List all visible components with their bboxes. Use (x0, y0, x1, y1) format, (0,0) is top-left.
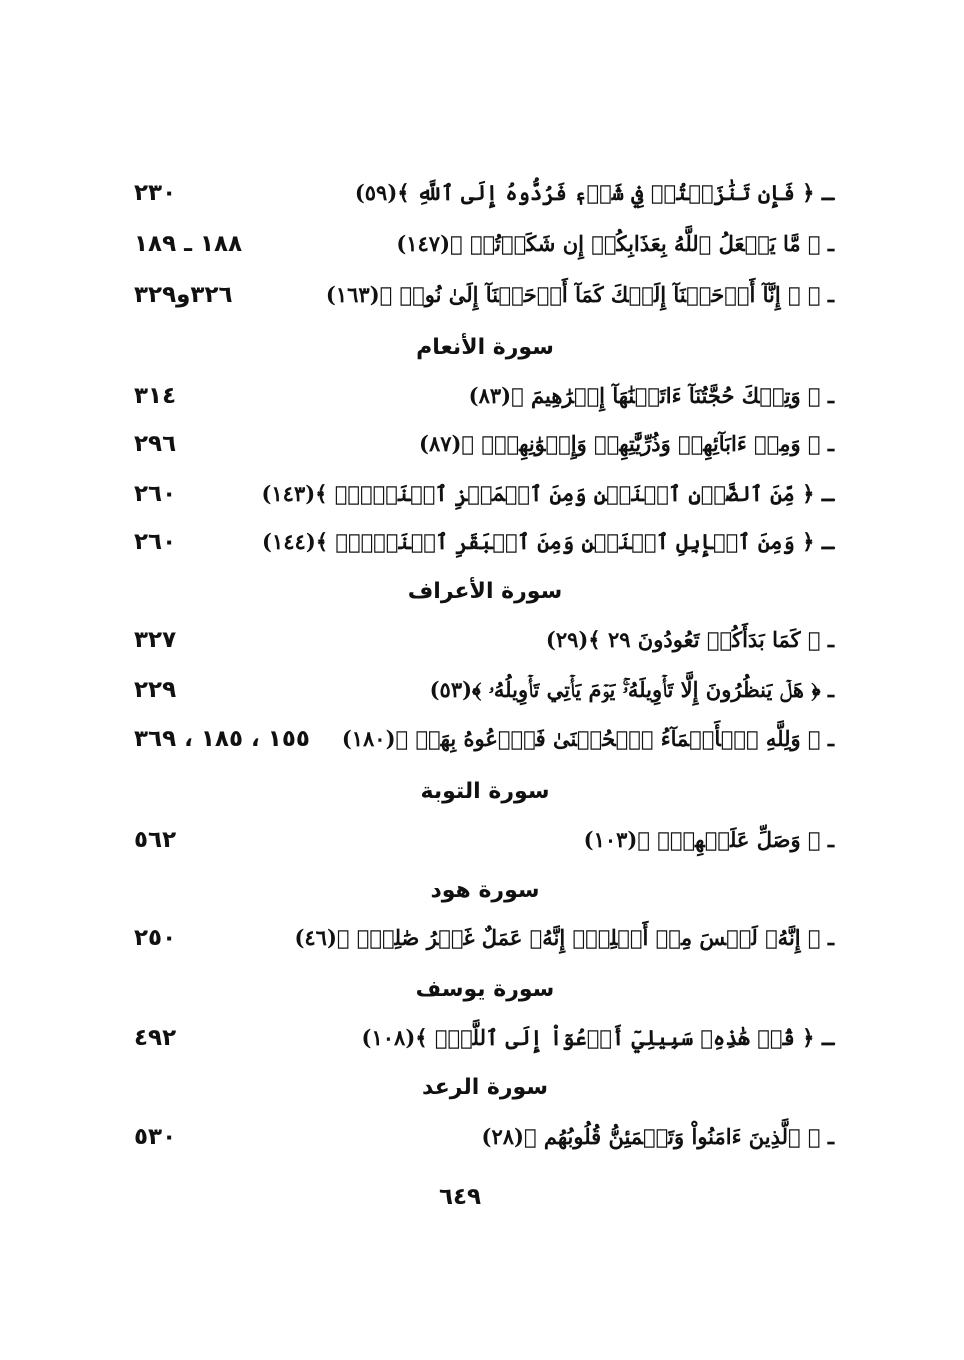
page-references: ٢٦٠ (134, 529, 177, 555)
index-entry (120, 1117, 834, 1157)
index-entry (120, 275, 834, 315)
index-entry (120, 522, 834, 562)
verse-citation: ـ ﴿ إِنَّهُۥ لَيۡسَ مِنۡ أَهۡلِكَۖ إِنَّهُۥ عَمَلٌ غَيۡرُ صَٰلِحٖۖ ﴾(٤٦) (294, 925, 834, 950)
verse-citation: ـ ﴿ ٱلَّذِينَ ءَامَنُواْ وَتَطۡمَئِنُّ قُلُوبُهُم ﴾(٢٨) (481, 1124, 834, 1149)
verse-citation: ـ ﴿ مَّا يَفۡعَلُ ٱللَّهُ بِعَذَابِكُمۡ إِن شَكَرۡتُمۡ ﴾(١٤٧) (396, 231, 834, 256)
index-entry (120, 670, 834, 710)
verse-citation: ـ ﴿ وَلِلَّهِ ٱلۡأَسۡمَآءُ ٱلۡحُسۡنَىٰ فَٱدۡعُوهُ بِهَاۖ ﴾(١٨٠) (341, 726, 834, 751)
page-references: ٣٢٧ (134, 627, 177, 653)
page-number: ٦٤٩ (438, 1184, 482, 1210)
page-references: ٣٢٦و٣٢٩ (134, 282, 233, 308)
page-references: ٣١٤ (134, 383, 177, 409)
page-references: ٢٩٦ (134, 431, 177, 457)
verse-citation: ـ ﴿ هَلۡ يَنظُرُونَ إِلَّا تَأۡوِيلَهُۥۚ يَوۡمَ يَأۡتِي تَأۡوِيلُهُۥ ﴾(٥٣) (429, 677, 834, 702)
index-entry (120, 620, 834, 660)
surah-heading-yusuf: سورة يوسف (415, 977, 555, 1002)
page-references: ٥٦٢ (134, 827, 177, 853)
verse-citation: ـ ﴿ مِّنَ ٱلضَّأۡنِ ٱثۡنَيۡنِ وَمِنَ ٱلۡمَعۡزِ ٱثۡنَيۡنِۗ ﴾(١٤٣) (261, 481, 834, 506)
verse-citation: ـ ﴿ وَصَلِّ عَلَيۡهِمۡۖ ﴾(١٠٣) (583, 827, 834, 852)
verse-citation: ـ ﴿ قُلۡ هَٰذِهِۦ سَبِيلِيٓ أَدۡعُوٓاْ إِلَى ٱللَّهِۚ ﴾(١٠٨) (361, 1025, 834, 1050)
page-references: ٢٣٠ (134, 180, 177, 206)
page-references: ٢٦٠ (134, 481, 177, 507)
index-entry (120, 820, 834, 860)
surah-heading-anam: سورة الأنعام (416, 335, 554, 360)
page-references: ٥٣٠ (134, 1124, 177, 1150)
index-entry (120, 719, 834, 759)
page-references: ١٥٥ ، ١٨٥ ، ٣٦٩ (134, 726, 310, 752)
verse-citation: ـ ﴿ وَتِلۡكَ حُجَّتُنَآ ءَاتَيۡنَٰهَآ إِبۡرَٰهِيمَ ﴾(٨٣) (468, 383, 834, 408)
verse-citation: ـ ﴿ كَمَا بَدَأَكُمۡ تَعُودُونَ ٢٩ ﴾(٢٩) (545, 627, 834, 652)
surah-heading-tawbah: سورة التوبة (420, 779, 550, 804)
surah-heading-hud: سورة هود (430, 878, 540, 903)
index-entry (120, 376, 834, 416)
verse-citation: ـ ﴿ فَإِن تَنَٰزَعۡتُمۡ فِي شَيۡءٖ فَرُدُّوهُ إِلَى ٱللَّهِ ﴾(٥٩) (354, 180, 834, 205)
page-references: ٢٢٩ (134, 677, 177, 703)
index-entry (120, 1018, 834, 1058)
surah-heading-araf: سورة الأعراف (407, 579, 563, 604)
index-entry (120, 173, 834, 213)
page-references: ١٨٨ ـ ١٨٩ (134, 231, 243, 257)
verse-citation: ـ ﴿ ۞ إِنَّآ أَوۡحَيۡنَآ إِلَيۡكَ كَمَآ أَوۡحَيۡنَآ إِلَىٰ نُوحٖ ﴾(١٦٣) (325, 282, 834, 307)
index-entry (120, 224, 834, 264)
page-references: ٤٩٢ (134, 1025, 177, 1051)
verse-citation: ـ ﴿ وَمِنَ ٱلۡإِبِلِ ٱثۡنَيۡنِ وَمِنَ ٱلۡبَقَرِ ٱثۡنَيۡنِۗ ﴾(١٤٤) (262, 529, 834, 554)
index-entry (120, 474, 834, 514)
surah-heading-raad: سورة الرعد (422, 1075, 548, 1100)
index-entry (120, 424, 834, 464)
page-references: ٢٥٠ (134, 925, 177, 951)
verse-citation: ـ ﴿ وَمِنۡ ءَابَآئِهِمۡ وَذُرِّيَّٰتِهِمۡ وَإِخۡوَٰنِهِمۡۖ ﴾(٨٧) (419, 431, 834, 456)
index-entry (120, 918, 834, 958)
